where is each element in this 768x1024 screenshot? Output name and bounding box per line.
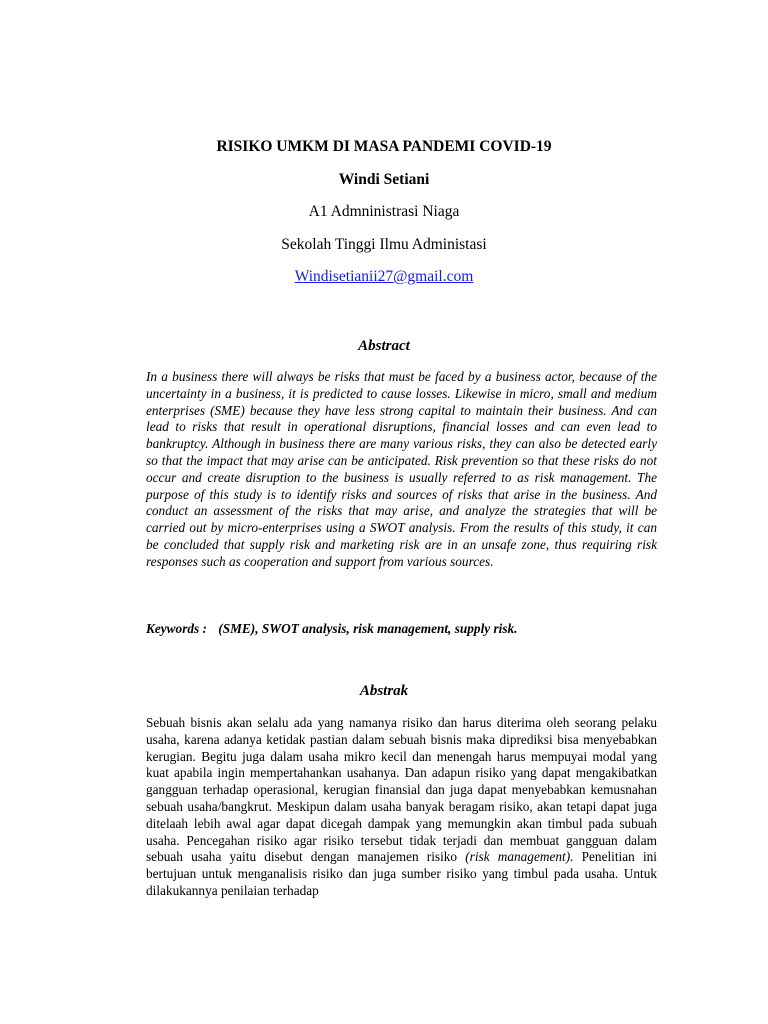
abstrak-text-part-1: Sebuah bisnis akan selalu ada yang namanya risiko dan harus diterima oleh seorang pelaku usaha, karena adanya ketidak pastian dalam sebuah bisnis maka diprediksi bisa menyebabkan kerugian. Begitu juga dalam usaha mikro kecil dan menengah harus mempuyai modal yang kuat apabila ingin mempertahankan usahanya. Dan adapun risiko yang dapat mengakibatkan gangguan terhadap operasional, kerugian finansial dan juga dapat menyebabkan kemusnahan sebuah usaha/bangkrut. Meskipun dalam usaha banyak beragam risiko, akan tetapi dapat juga ditelaah lebih awal agar dapat dicegah dampak yang memungkin akan timbul pada subuah usaha. Pencegahan risiko agar risiko tersebut tidak terjadi dan membuat gangguan dalam sebuah usaha yaitu disebut dengan manajemen risiko — [146, 715, 657, 865]
abstrak-heading: Abstrak — [359, 683, 409, 699]
keywords-label: Keywords : — [146, 621, 207, 636]
abstrak-text — [146, 715, 657, 900]
abstrak-text-part-2: Penelitian ini bertujuan untuk menganalisis risiko dan juga sumber risiko yang timbul pada usaha. Untuk dilakukannya penilaian terhadap — [146, 849, 657, 898]
abstract-heading: Abstract — [358, 338, 410, 354]
affiliation-program: A1 Admninistrasi Niaga — [308, 203, 460, 220]
keywords-list: (SME), SWOT analysis, risk management, supply risk. — [218, 621, 518, 636]
keywords-line — [146, 621, 657, 637]
author-email-link[interactable]: Windisetianii27@gmail.com — [294, 268, 474, 285]
abstrak-term-risk-management: (risk management). — [465, 849, 574, 865]
affiliation-institution: Sekolah Tinggi Ilmu Administasi — [281, 236, 487, 253]
paper-title: RISIKO UMKM DI MASA PANDEMI COVID-19 — [216, 138, 552, 155]
author-email-container — [0, 268, 768, 286]
author-name: Windi Setiani — [338, 171, 430, 188]
abstract-text: In a business there will always be risks that must be faced by a business actor, because of the uncertainty in a business, it is predicted to cause losses. Likewise in micro, small and medium enterprises (SME) because they have less strong capital to maintain their business. And can lead to risks that result in operational disruptions, financial losses and can even lead to bankruptcy. Although in business there are many various risks, they can also be detected early so that the impact that may arise can be anticipated. Risk prevention so that these risks do not occur and create disruption to the business is usually referred to as risk management. The purpose of this study is to identify risks and sources of risks that arise in the business. And conduct an assessment of the risks that may arise, and analyze the strategies that will be carried out by micro-enterprises using a SWOT analysis. From the results of this study, it can be concluded that supply risk and marketing risk are in an unsafe zone, thus requiring risk responses such as cooperation and support from various sources. — [146, 369, 657, 569]
